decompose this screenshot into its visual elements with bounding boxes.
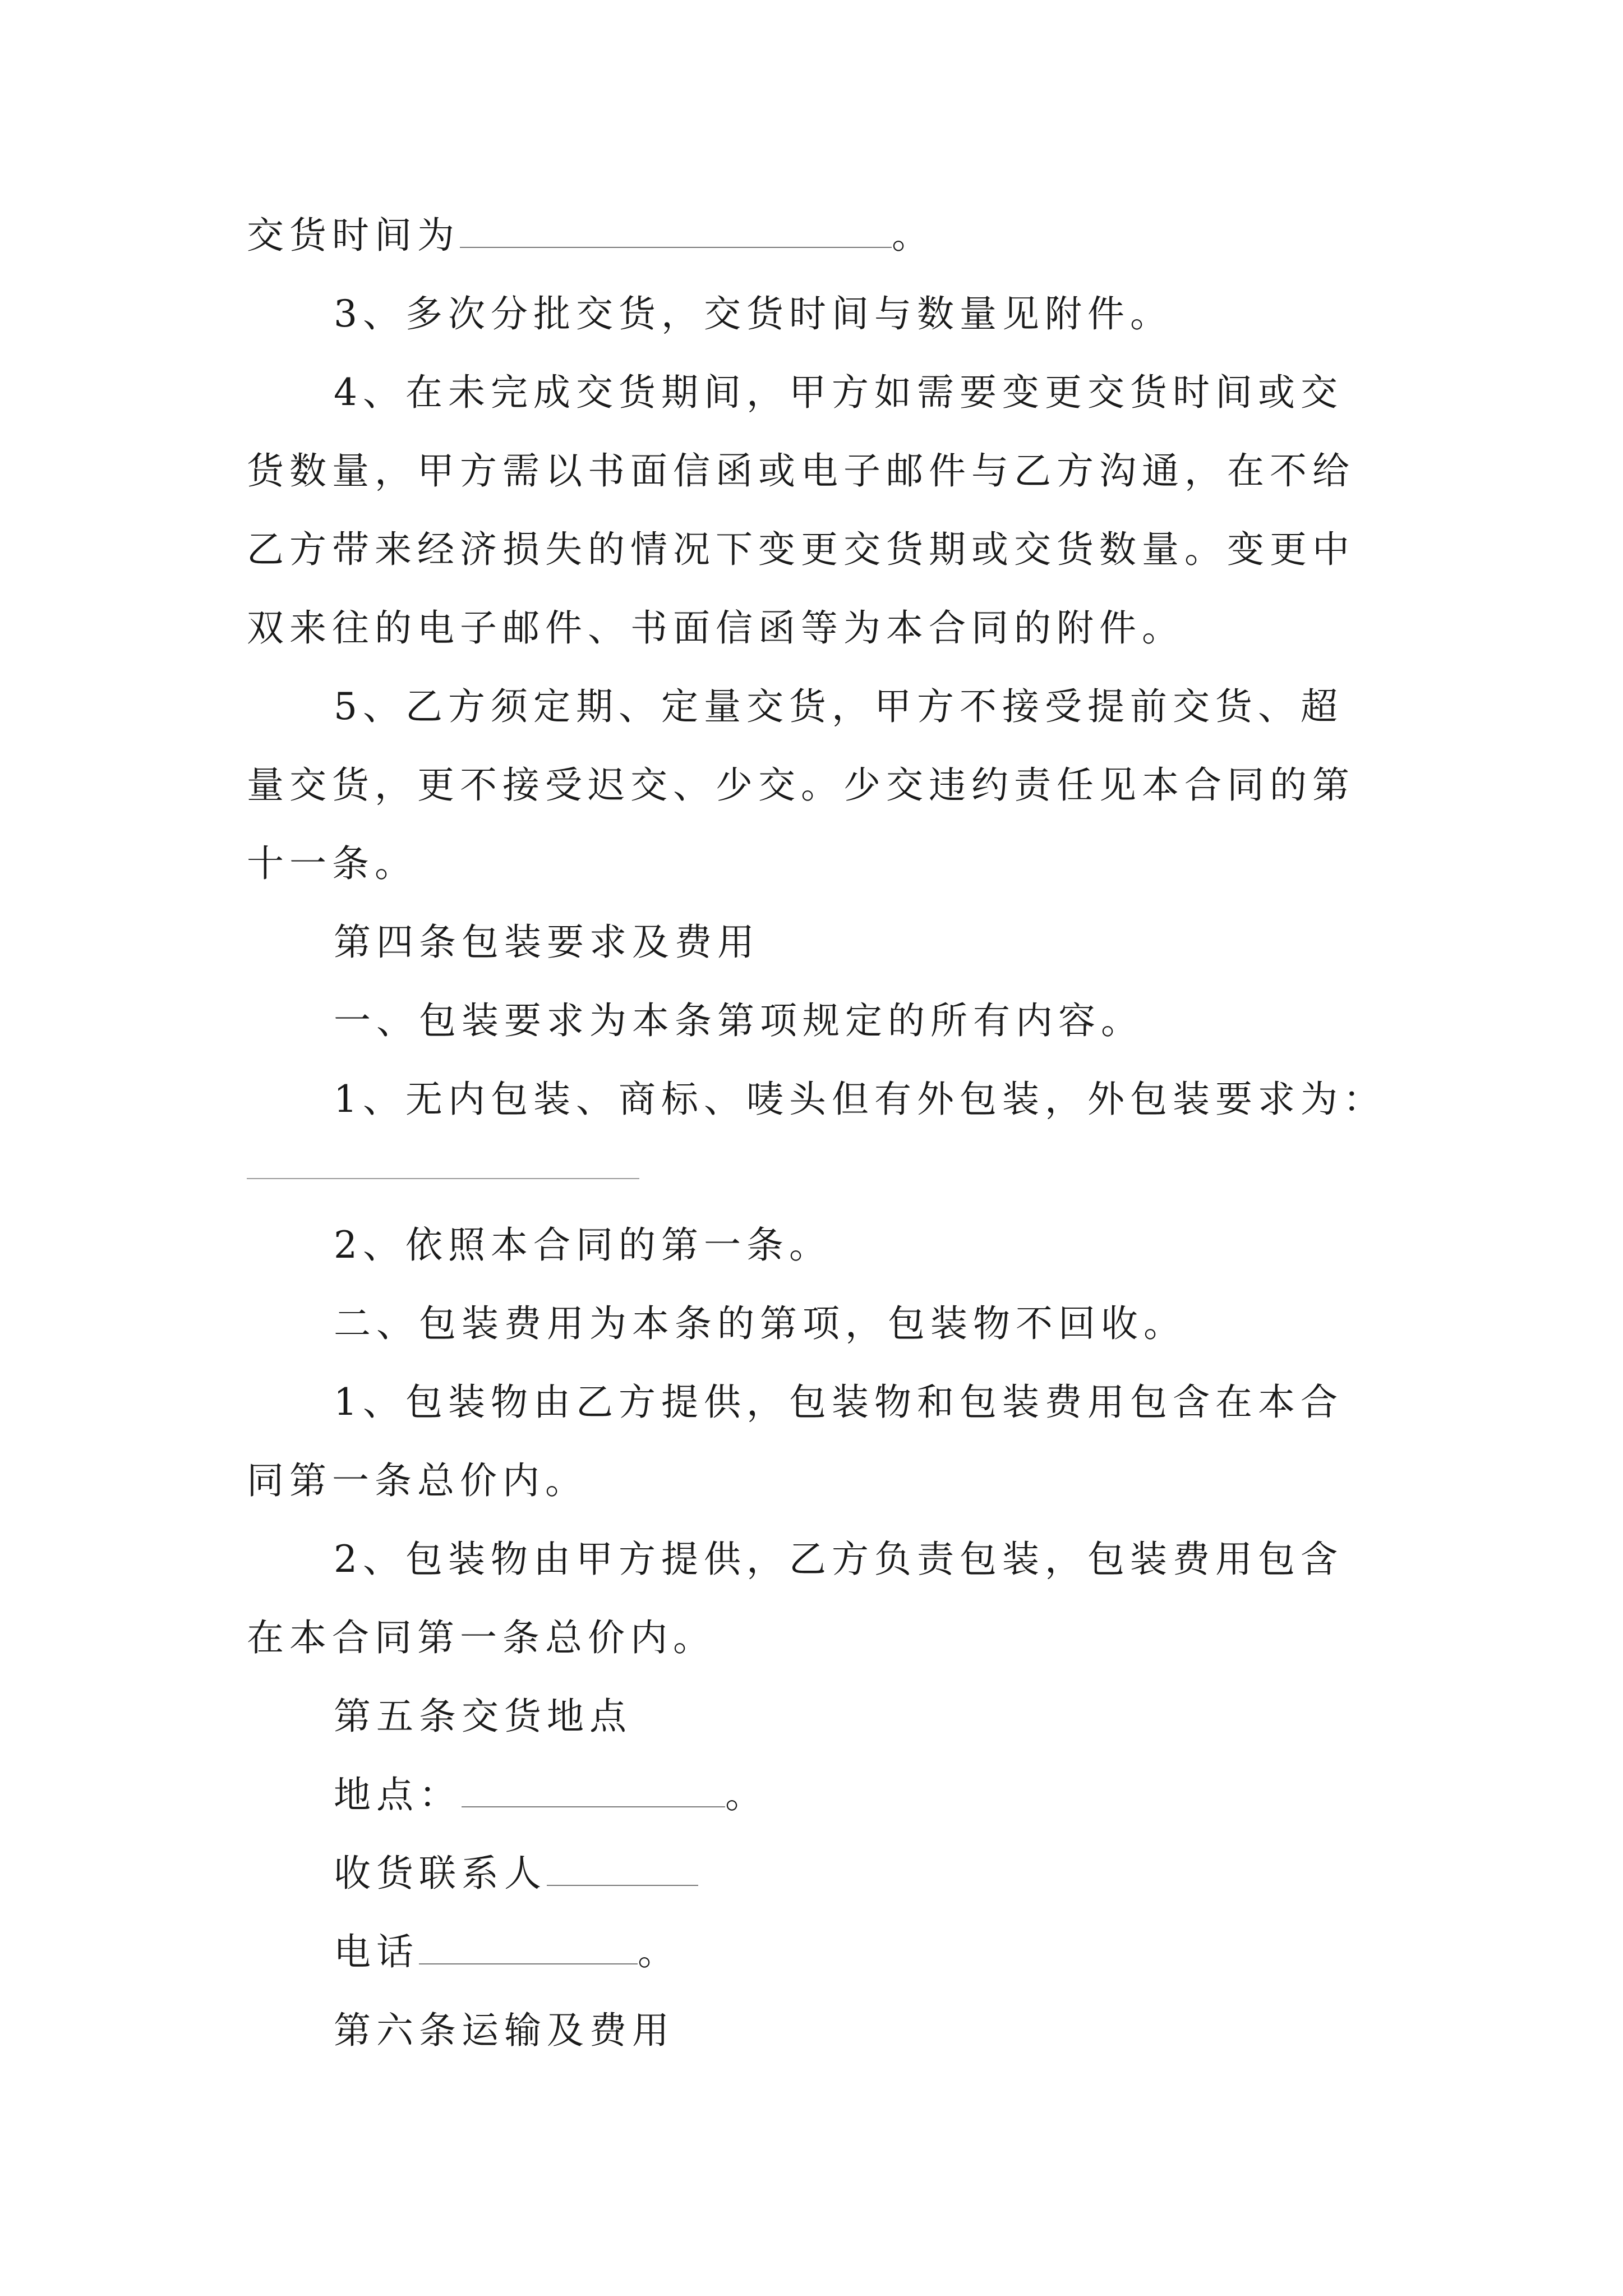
paragraph-line xyxy=(334,1537,1343,1582)
text: 交货时间为 xyxy=(247,214,460,257)
text: 二、包装费用为本条的第项，包装物不回收。 xyxy=(334,1302,1186,1345)
text: 电话 xyxy=(334,1930,419,1973)
paragraph-line xyxy=(334,1223,832,1268)
paragraph-line xyxy=(247,449,1355,494)
text: 乙方带来经济损失的情况下变更交货期或交货数量。变更中 xyxy=(247,528,1355,571)
text: 。 xyxy=(638,1930,680,1973)
text: 货数量，甲方需以书面信函或电子邮件与乙方沟通，在不给 xyxy=(247,449,1355,493)
delivery-time-blank xyxy=(460,213,892,248)
paragraph-line xyxy=(334,1380,1343,1425)
text: 2、依照本合同的第一条。 xyxy=(334,1223,832,1267)
delivery-location-line xyxy=(334,1773,768,1818)
paragraph-line xyxy=(247,763,1355,808)
paragraph-line xyxy=(334,999,1144,1043)
text: 量交货，更不接受迟交、少交。少交违约责任见本合同的第 xyxy=(247,763,1355,807)
consignee-blank xyxy=(547,1851,698,1886)
text: 在本合同第一条总价内。 xyxy=(247,1616,716,1659)
text: 1、无内包装、商标、唛头但有外包装，外包装要求为： xyxy=(334,1078,1386,1121)
section-heading xyxy=(334,920,760,965)
text: 2、包装物由甲方提供，乙方负责包装，包装费用包含 xyxy=(334,1538,1343,1581)
paragraph-line xyxy=(247,1616,716,1660)
location-blank xyxy=(462,1773,725,1807)
text: 同第一条总价内。 xyxy=(247,1459,588,1502)
section-heading xyxy=(334,1694,632,1739)
text: 4、在未完成交货期间，甲方如需要变更交货时间或交 xyxy=(334,371,1343,414)
text: 地点： xyxy=(334,1773,462,1816)
text: 。 xyxy=(892,214,934,257)
consignee-line xyxy=(334,1851,698,1896)
paragraph-line xyxy=(247,1458,588,1503)
paragraph-line xyxy=(247,606,1184,651)
outer-packaging-blank xyxy=(247,1178,639,1179)
paragraph-line xyxy=(247,527,1355,572)
text: 一、包装要求为本条第项规定的所有内容。 xyxy=(334,999,1144,1042)
text: 第五条交货地点 xyxy=(334,1695,632,1738)
text: 第六条运输及费用 xyxy=(334,2009,675,2052)
text: 1、包装物由乙方提供，包装物和包装费用包含在本合 xyxy=(334,1381,1343,1424)
paragraph-line xyxy=(334,684,1343,729)
paragraph-line xyxy=(247,841,417,886)
paragraph-line xyxy=(334,1077,1386,1122)
paragraph-line xyxy=(334,292,1173,337)
phone-line xyxy=(334,1930,680,1975)
delivery-time-line xyxy=(247,213,934,258)
phone-blank xyxy=(419,1930,638,1964)
text: 收货联系人 xyxy=(334,1852,547,1895)
section-heading xyxy=(334,2008,675,2053)
text: 3、多次分批交货，交货时间与数量见附件。 xyxy=(334,292,1173,335)
text: 第四条包装要求及费用 xyxy=(334,921,760,964)
text: 双来往的电子邮件、书面信函等为本合同的附件。 xyxy=(247,606,1184,650)
text: 。 xyxy=(725,1773,768,1816)
paragraph-line xyxy=(334,370,1343,415)
text: 5、乙方须定期、定量交货，甲方不接受提前交货、超 xyxy=(334,685,1343,728)
text: 十一条。 xyxy=(247,842,417,885)
paragraph-line xyxy=(334,1301,1186,1346)
